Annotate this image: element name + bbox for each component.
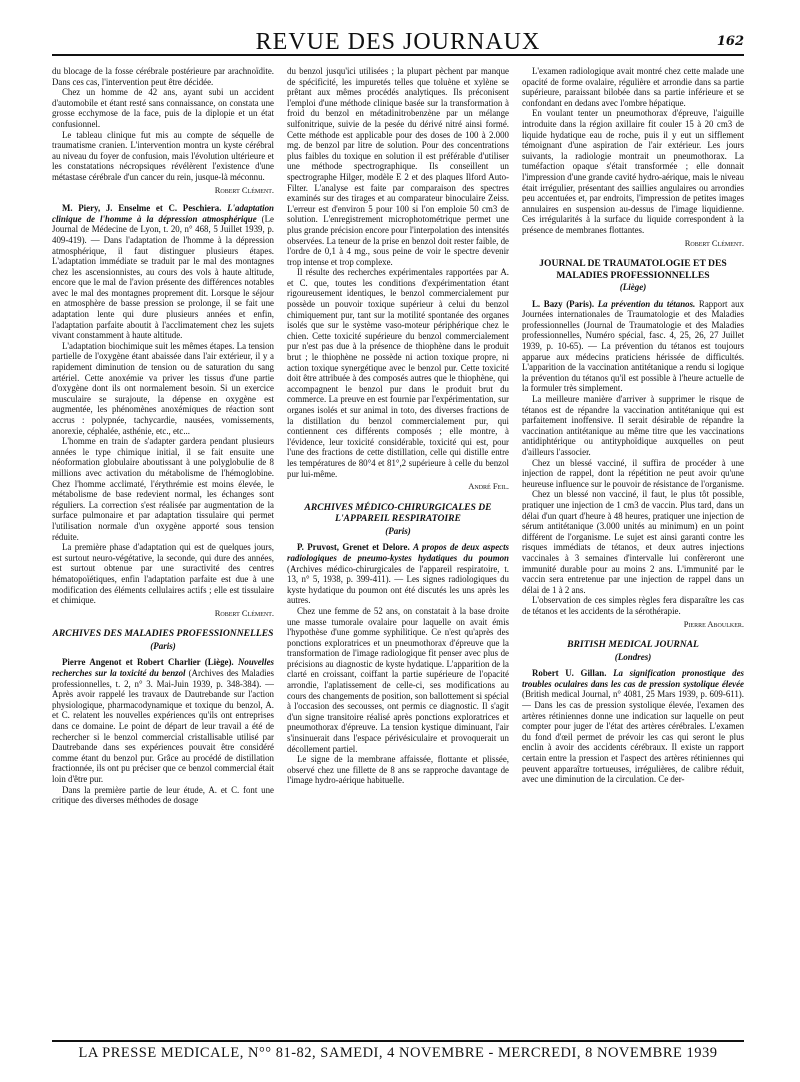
section-title: ARCHIVES MÉDICO-CHIRURGICALES DE L'APPAREIL RESPIRATOIRE: [304, 501, 492, 525]
paragraph: du benzol jusqu'ici utilisées ; la plupart pèchent par manque de spécificité, les impuretés telles que toluène et xylène se prêtant aux mêmes procédés analytiques. Ils préconisent l'emploi d'une méthode clinique basée sur la transformation à froid du benzol en métadinitrobenzène par un mélange sulfonitrique, suivie de la pesée du dérivé nitré ainsi formé. Cette méthode est applicable pour des doses de 100 à 2.000 mg. de benzol par litre de solution. Pour des concentrations plus faibles du toxique en solution il est préférable d'utiliser une méthode spectrographique. Ils conseillent un spectrographe Hilger, modèle E 2 et des plaques Ilford Auto-Filter. L'analyse est faite par comparaison des spectres examinés sur des tirages et au comparateur binoculaire Zeiss. L'erreur est d'environ 5 pour 100 si l'on emploie 50 cm3 de solution. L'enregistrement microphotométrique permet une plus grande précision encore pour l'interpolation des intensités observées. La teneur de la prise en benzol doit rester faible, de l'ordre de 0,1 à 4 mg., sous peine de voir le spectre devenir trop intense et trop complexe.: [287, 66, 509, 267]
footer-text: LA PRESSE MEDICALE, N°° 81-82, SAMEDI, 4 NOVEMBRE - MERCREDI, 8 NOVEMBRE 1939: [78, 1045, 718, 1061]
paragraph: Chez un homme de 42 ans, ayant subi un accident d'automobile et étant resté sans connaissance, on constata une grosse ecchymose de la face, puis de la diplopie et un état confusionnel.: [52, 87, 274, 129]
article-reference: (Archives des Maladies professionnelles, t. 2, n° 3. Mai-Juin 1939, p. 348-384). — Après avoir rappelé les travaux de Dautrebande sur l'action physiologique, pharmacodynamique et toxique du benzol, A. et C. relatent les nouvelles expériences qu'ils ont entreprises dans ce domaine. Le point de départ de leur travail a été de rechercher si le benzol commercial cristallisable utilisé par Dautrebande dans ses expériences pouvait être considéré comme étant du benzol pur. Grâce au procédé de distillation fractionnée, ils ont pu préciser que ce benzol commercial était loin d'être pur.: [52, 667, 274, 784]
column-1: [52, 66, 274, 1030]
article-reference: Rapport aux Journées internationales de Traumatologie et des Maladies professionnelles (Journal de Traumatologie et des Maladies professionnelles, Numéro spécial, fasc. 4, 25, 26, 27 Juillet 1939, p. 10-65). — La prévention du tétanos est toujours apparue aux médecins praticiens hérissée de difficultés. L'apparition de la vaccination antitétanique a rendu si logique la prévention du tétanos qu'il est possible à l'heure actuelle de la formuler très simplement.: [522, 298, 744, 394]
paragraph: du blocage de la fosse cérébrale postérieure par arachnoïdite. Dans ces cas, l'intervention peut être décidée.: [52, 66, 274, 87]
article-title: La signification pronostique des troubles oculaires dans les cas de pression systolique élevée: [522, 668, 744, 689]
article-abstract: [522, 299, 744, 394]
paragraph: En voulant tenter un pneumothorax d'épreuve, l'aiguille introduite dans la région axillaire fit couler 15 à 20 cm3 de liquide hydatique eau de roche, puis il y eut un sifflement témoignant d'une aspiration de l'air extérieur. Les jours suivants, la radiologie montrait un pneumothorax. La tuméfaction opaque s'était transformée ; elle donnait l'impression d'une grande cavité hydro-aérique, mais le niveau était irrégulier, présentant des saillies angulaires ou arrondies peu accentuées et, par endroits, l'impression de petites images annulaires en suspension au-dessus de l'image liquidienne. Ces irrégularités à la surface du liquide correspondent à la présence de membranes flottantes.: [522, 108, 744, 235]
article-title: Nouvelles recherches sur la toxicité du benzol: [52, 657, 274, 678]
paragraph: Le tableau clinique fut mis au compte de séquelle de traumatisme cranien. L'intervention montra un kyste cérébral au niveau du foyer de confusion, mais l'évolution ultérieure et les constatations nécropsiques révélèrent l'existence d'une métastase cérébrale d'un cancer du rein, jusque-là méconnu.: [52, 129, 274, 182]
article-abstract: [522, 668, 744, 785]
article-reference: (British medical Journal, n° 4081, 25 Mars 1939, p. 609-611). — Dans les cas de pression systolique élevée, l'examen des artères rétiniennes donne une indication sur laquelle on peut compter pour juger de l'état des artères cérébrales. L'examen du fond d'œil permet de prévoir les cas qui seront le plus enclin à avoir des accidents cérébraux. Il existe un rapport certain entre la pression et l'aspect des artères rétiniennes qui peuvent apparaître tortueuses, irrégulières, de calibre réduit, avec une diminution de la circulation. Ce der-: [522, 689, 744, 785]
article-authors: P. Pruvost, Grenet et Delore.: [297, 542, 410, 553]
article-abstract: [52, 657, 274, 784]
section-title: BRITISH MEDICAL JOURNAL: [567, 639, 699, 651]
article-authors: Robert U. Gillan.: [532, 668, 607, 679]
paragraph: La meilleure manière d'arriver à supprimer le risque de tétanos est de répandre la vaccination antitétanique qui est parfaitement inoffensive. Il serait désirable de répandre la vaccination antitétanique au même titre que les vaccinations antidiphtérique ou antityphoïdique auxquelles on peut d'ailleurs l'associer.: [522, 394, 744, 457]
paragraph: Chez un blessé vacciné, il suffira de procéder à une injection de rappel, dont la répétition ne peut avoir qu'une heureuse influence sur le pouvoir de résistance de l'organisme.: [522, 457, 744, 489]
column-2: [287, 66, 509, 1030]
article-authors: L. Bazy (Paris).: [532, 298, 595, 309]
article-title: La prévention du tétanos.: [597, 298, 696, 309]
article-reference: (Archives médico-chirurgicales de l'appareil respiratoire, t. 13, n° 5, 1938, p. 399-411). — Les signes radiologiques du kyste hydatique du poumon ont été discutés les uns après les autres.: [287, 563, 509, 606]
article-abstract: [52, 203, 274, 341]
paragraph: L'adaptation biochimique suit les mêmes étapes. La tension partielle de l'oxygène étant abaissée dans l'air extérieur, il y a rapidement diminution de tension ou de saturation du sang artériel. Cette anoxémie va priver les tissus d'une partie d'oxygène dont ils ont normalement besoin. Si un exercice musculaire se surajoute, la dépense en oxygène est augmentée, les phénomènes anoxémiques de réaction sont accrus : polypnée, tachycardie, nausées, vomissements, anorexie, céphalée, asthénie, etc., etc...: [52, 340, 274, 436]
paragraph: L'observation de ces simples règles fera disparaître les cas de tétanos et les accidents de la sérothérapie.: [522, 595, 744, 616]
article-abstract: [287, 542, 509, 606]
journal-title: REVUE DES JOURNAUX: [255, 29, 541, 55]
paragraph: Il résulte des recherches expérimentales rapportées par A. et C. que, toutes les conditions d'expérimentation étant rigoureusement identiques, le benzol commercialement pur possède un pouvoir toxique supérieur à celui du benzol chimiquement pur, tant sur la motilité spontanée des organes isolés que sur le système vaso-moteur périphérique chez le chien. Cette toxicité supérieure du benzol commercialement pur n'est pas due à la présence de thiophène dans le produit brut ; le thiophène ne possède ni action toxique propre, ni action toxique synergétique avec le benzol pur. Cette toxicité doit être attribuée à des composés autres que le thiophène, qui accompagnent le benzol pur dans le produit brut du commerce. La preuve en est fournie par l'expérimentation, sur organes isolés et sur animal in toto, des diverses fractions de la distillation du benzol commercialement pur, qui contiennent ces différents composés ; elle montre, à l'évidence, leur toxicité considérable, toxicité qui est, pour l'une des fractions de cette distillation, celle qui distille entre les températures de 80°4 et 81°,2 supérieure à celle du benzol pur lui-même.: [287, 267, 509, 479]
signature: Robert Clément.: [684, 237, 744, 248]
article-title: L'adaptation clinique de l'homme à la dépression atmosphérique: [52, 203, 274, 224]
section-subtitle: (Liège): [619, 282, 647, 293]
section-subtitle: (Paris): [150, 640, 176, 651]
paragraph: L'examen radiologique avait montré chez cette malade une opacité de forme ovalaire, régulière et arrondie dans sa partie supérieure, paraissant bilobée dans sa partie inférieure et se confondant en dedans avec l'ombre hépatique.: [522, 66, 744, 108]
paragraph: L'homme en train de s'adapter gardera pendant plusieurs années le type chimique initial, il se fait ensuite une néoformation globulaire aboutissant à une polyglobulie de 8 millions avec activation du métabolisme de l'hémoglobine. Chez l'homme acclimaté, l'érythrémie est moins élevée, le métabolisme de base redevient normal, les échanges sont réguliers. La correction s'est réalisée par augmentation de la surface pulmonaire et par adaptation tissulaire qui permet l'utilisation normale d'un oxygène apporté sous tension réduite.: [52, 436, 274, 542]
page-footer: [52, 1040, 744, 1062]
article-authors: Pierre Angenot et Robert Charlier (Liège).: [62, 657, 234, 668]
section-title: JOURNAL DE TRAUMATOLOGIE ET DES MALADIES PROFESSIONNELLES: [539, 258, 727, 281]
paragraph: La première phase d'adaptation qui est de quelques jours, est surtout neuro-végétative, la seconde, qui dure des années, est surtout obtenue par une suractivité des centres hématopoïétiques, enfin l'adaptation parfaite est due à une modification des éléments cellulaires actifs ; elle est tissulaire et chimique.: [52, 542, 274, 606]
signature: Robert Clément.: [214, 184, 274, 195]
page-number: 162: [716, 34, 744, 49]
section-subtitle: (Paris): [385, 525, 411, 536]
signature: André Feil.: [468, 481, 509, 492]
section-subtitle: (Londres): [614, 651, 652, 662]
section-title: ARCHIVES DES MALADIES PROFESSIONNELLES: [52, 628, 274, 640]
article-reference: (Le Journal de Médecine de Lyon, t. 20, n° 468, 5 Juillet 1939, p. 409-419). — Dans l'adaptation de l'homme à la dépression atmosphérique, il faut distinguer plusieurs étapes. L'adaptation immédiate se traduit par le mal des montagnes chez les ascensionnistes, au cours des vols à haute altitude, encore que le mal de l'avion présente des différences notables avec le mal des montagnes proprement dit. Lorsque le séjour en atmosphère de basse pression se prolonge, il se fait une adaptation lente qui dure plusieurs années et enfin, l'adaptation parfaite aboutit à l'acclimatement chez les sujets vivant constamment à haute altitude.: [52, 213, 274, 341]
paragraph: Chez une femme de 52 ans, on constatait à la base droite une masse tumorale ovalaire pour laquelle on avait émis l'hypothèse d'une gomme syphilitique. Ce n'est qu'après des ponctions exploratrices et un pneumothorax d'épreuve que la transformation de l'image radiologique fit penser avec plus de précisions au diagnostic de kyste hydatique. L'apparition de la clarté en croissant, coiffant la partie supérieure de l'opacité arrondie, l'aplatissement de celle-ci, ses modifications au cours des changements de position, son ballottement si spécial à l'occasion des secousses, ont permis ce diagnostic. Il s'agit d'un signe transitoire réalisé après ponctions exploratrices et pneumothorax d'épreuve. La tension kystique diminuant, l'air s'insinuerait dans l'espace périvésiculaire et provoquerait un décollement partiel.: [287, 605, 509, 754]
column-3: [522, 66, 744, 1030]
paragraph: Le signe de la membrane affaissée, flottante et plissée, observé chez une fillette de 8 ans se rapproche davantage de l'image hydro-aérique habituelle.: [287, 754, 509, 786]
paragraph: Dans la première partie de leur étude, A. et C. font une critique des diverses méthodes de dosage: [52, 784, 274, 806]
signature: Robert Clément.: [214, 607, 274, 618]
article-authors: M. Piery, J. Enselme et C. Peschiera.: [62, 203, 222, 214]
paragraph: Chez un blessé non vacciné, il faut, le plus tôt possible, pratiquer une injection de 1 cm3 de vaccin. Plus tard, dans un délai d'un quart d'heure à 48 heures, pratiquer une injection de sérum antitétanique (3.000 unités au minimum) en un point différent de l'organisme. Le sujet est ainsi garanti contre les risques immédiats de tétanos, et deux autres injections vaccinales à 3 semaines d'intervalle lui confèreront une immunité durable pour au moins 2 ans. L'immunité par le vaccin sera entretenue par une injection de rappel dans un délai de 1 à 2 ans.: [522, 489, 744, 595]
signature: Pierre Aboulker.: [683, 618, 744, 629]
article-title: A propos de deux aspects radiologiques de pneumo-kystes hydatiques du poumon: [287, 542, 509, 563]
page-header: [52, 30, 744, 56]
